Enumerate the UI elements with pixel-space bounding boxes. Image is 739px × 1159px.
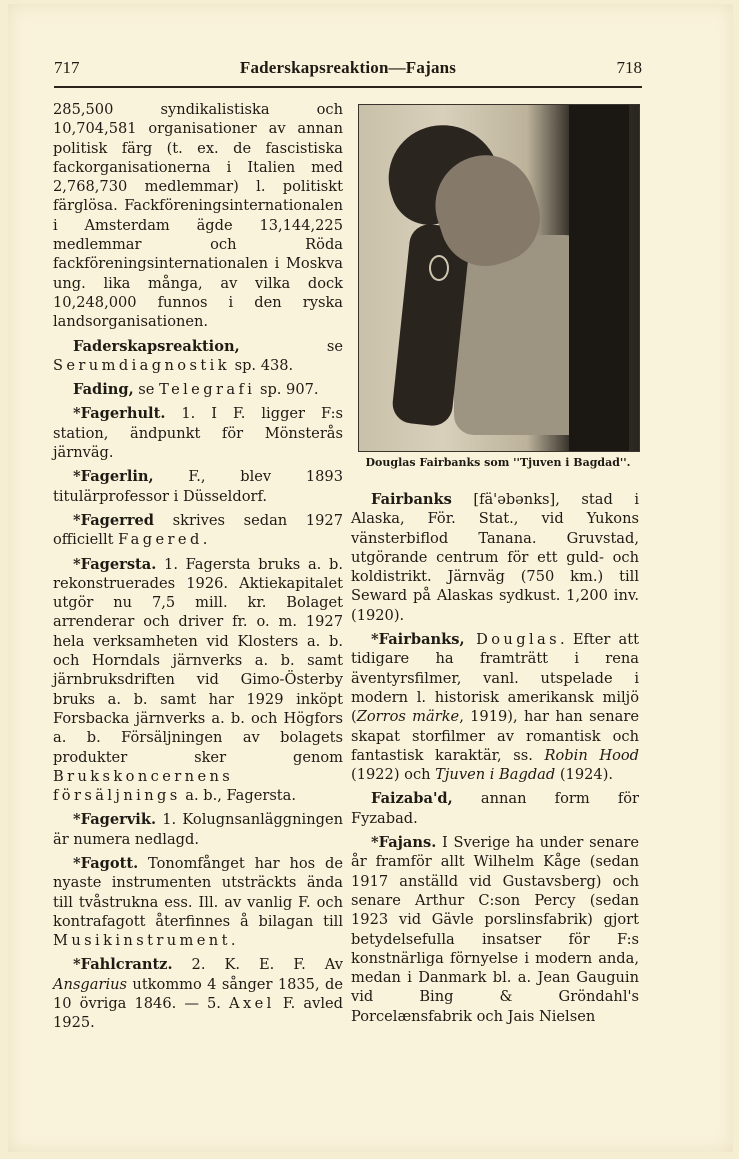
entry-headword: Faderskapsreaktion, (73, 337, 240, 355)
entry-headword: *Fagerlin, (73, 468, 154, 486)
entry-text: (1924). (555, 766, 614, 784)
entry-text: se (239, 337, 343, 355)
cross-reference: Musikinstrument (53, 932, 231, 950)
figure-caption: Douglas Fairbanks som ''Tjuven i Bagdad''. (365, 456, 631, 469)
entry-text: sp. 438. (229, 356, 294, 374)
left-column (53, 100, 343, 1038)
entry-text: 1. Kolugnsanläggningen är numera nedlagd. (53, 811, 343, 848)
entry-text: . (202, 531, 208, 549)
cross-reference: Axel (229, 995, 275, 1013)
spaced-name: Douglas (464, 631, 561, 649)
entry-text: 1. I F. ligger F:s station, ändpunkt för Mönsterås järnväg. (53, 405, 343, 462)
entry-fagott (53, 854, 343, 950)
entry-faderskapsreaktion (53, 337, 343, 376)
entry-text: se (133, 381, 160, 399)
italic-title: Robin Hood (544, 746, 639, 764)
entry-fahlcrantz (53, 955, 343, 1032)
photo-earring (429, 255, 449, 281)
continuation-paragraph: 285,500 syndikalistiska och 10,704,581 organisationer av annan politisk färg (t. ex. de fascistiska fackorganisationerna i Italien med 2,768,730 medlemmar) l. politiskt färglösa. Fackföreningsinternationalen i Amsterdam ägde 13,144,225 medlemmar och Röda fackföreningsinternationalen i Moskva ung. lika många, av vilka dock 10,248,000 funnos i den ryska landsorganisationen. (53, 101, 343, 331)
entry-text: F. avled 1925. (53, 995, 343, 1032)
entry-text: skrives sedan 1927 officiellt (53, 511, 343, 549)
entry-headword: Fairbanks (371, 491, 452, 508)
page-number-left: 717 (54, 58, 80, 77)
entry-fagervik (53, 810, 343, 849)
entry-fagerhult (53, 404, 343, 462)
entry-headword: *Fajans. (371, 834, 437, 852)
entry-fagerlin (53, 467, 343, 506)
entry-text: sp. 907. (255, 381, 319, 399)
photo-post (569, 105, 629, 451)
italic-title: Tjuven i Bagdad (435, 766, 556, 784)
entry-fairbanks-city (351, 490, 639, 625)
entry-fagersta (53, 555, 343, 806)
entry-text: F., blev 1893 titulärprofessor i Düsseldorf. (53, 468, 343, 505)
entry-fajans (351, 833, 639, 1026)
entry-headword: *Fagervik. (73, 811, 157, 829)
entry-text: annan form för Fyzabad. (351, 790, 639, 827)
cross-reference: Telegrafi (159, 381, 256, 399)
entry-headword: *Fagersta. (73, 555, 157, 573)
entry-fading (53, 380, 343, 399)
entry-text: utkommo 4 sånger 1835, de 10 övriga 1846. — 5. (53, 975, 343, 1013)
entry-headword: *Fagott. (73, 854, 139, 872)
entry-headword: *Fahlcrantz. (73, 956, 173, 974)
entry-headword: Fading, (73, 381, 134, 399)
cross-reference: Serumdiagnostik (53, 356, 230, 374)
right-column (351, 490, 639, 1031)
entry-text: Tonomfånget har hos de nyaste instrumenten utsträckts ända till tvåstrukna ess. Ill. av vanlig F. och kontrafagott återfinnes å bilagan till (53, 854, 343, 930)
entry-headword: Faizaba'd, (371, 790, 453, 808)
entry-text: . (230, 932, 236, 950)
entry-faizabad (351, 789, 639, 828)
entry-text: [fä'əbənks], stad i Alaska, För. Stat., vid Yukons vänsterbiflod Tanana. Gruvstad, utgörande centrum för ett guld- och koldistrikt. Järnväg (750 km.) till Seward på Alaskas sydkust. 1,200 inv. (1920). (351, 491, 639, 624)
italic-title: Ansgarius (53, 975, 128, 993)
page-number-right: 718 (616, 58, 642, 77)
entry-headword: *Fagerred (73, 511, 155, 529)
entry-text: , 1919), har han senare skapat storfilmer av romantisk och fantastisk karaktär, ss. (351, 708, 639, 764)
entry-headword: *Fairbanks, (371, 631, 465, 649)
entry-text: 2. K. E. F. Av (172, 956, 343, 974)
entry-headword: *Fagerhult. (73, 405, 166, 423)
portrait-photo (358, 104, 640, 452)
entry-fairbanks-douglas (351, 630, 639, 784)
page-header (54, 58, 642, 82)
entry-text: a. b., Fagersta. (180, 787, 297, 805)
cross-reference: Fagered (118, 531, 203, 549)
entry-text: I Sverige ha under senare år framför allt Wilhelm Kåge (sedan 1917 anställd vid Gustavsberg) och senare Arthur C:son Percy (sedan 1923 vid Gävle porslinsfabrik) gjort betydelsefulla insatser för F:s konstnärliga förnyelse i modern anda, medan i Danmark bl. a. Jean Gauguin vid Bing & Gröndahl's Porcelænsfabrik och Jais Nielsen (351, 834, 639, 1025)
running-title: Faderskapsreaktion—Fajans (239, 58, 457, 77)
header-rule (54, 86, 642, 88)
italic-title: Zorros märke (356, 708, 460, 726)
cross-reference: Brukskoncernens försäljnings (53, 767, 234, 805)
entry-text: 1. Fagersta bruks a. b. rekonstruerades 1926. Aktiekapitalet utgör nu 7,5 mill. kr. Bolaget arrenderar och driver fr. o. m. 1927 hela verksamheten vid Klosters a. b. och Horndals järnverks a. b. samt järnbruksdriften vid Gimo-Österby bruks a. b. samt har 1929 inköpt Forsbacka järnverks a. b. och Högfors a. b. Försäljningen av bolagets produkter sker genom (53, 555, 343, 766)
entry-text: (1922) och (351, 766, 436, 784)
entry-text: . Efter att tidigare ha framträtt i rena äventyrsfilmer, vanl. utspelade i modern l. historisk amerikansk miljö ( (351, 631, 639, 726)
entry-fagerred (53, 511, 343, 550)
